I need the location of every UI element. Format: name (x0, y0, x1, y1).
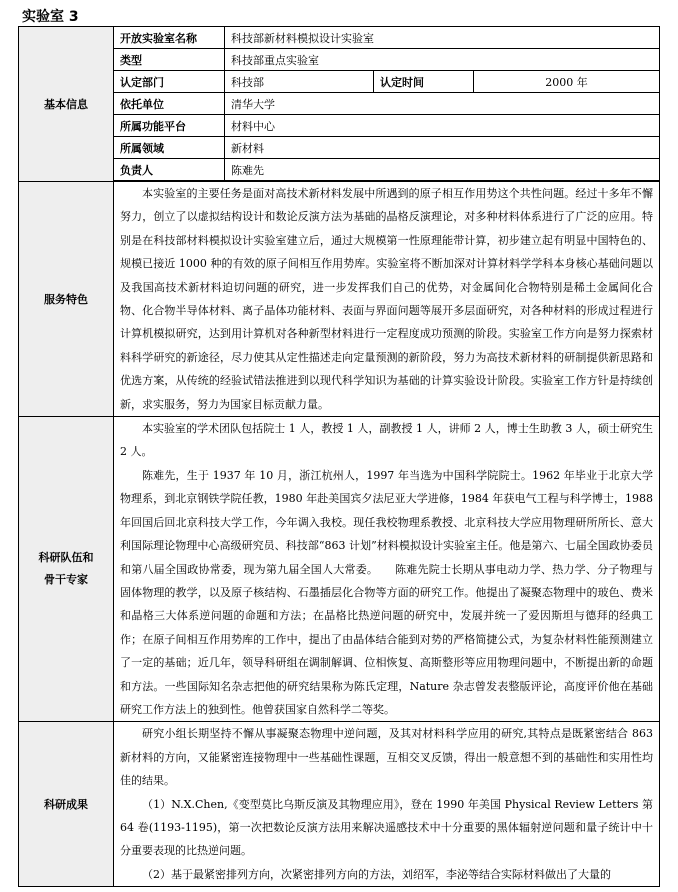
section-service: 服务特色 (19, 182, 114, 417)
head-value: 陈难先 (225, 159, 660, 181)
field-value: 新材料 (225, 137, 660, 159)
head-label: 负责人 (114, 159, 225, 181)
team-paragraph-1: 本实验室的学术团队包括院士 1 人，教授 1 人，副教授 1 人，讲师 2 人，博士生助教 3 人，硕士研究生 2 人。 (120, 422, 653, 459)
host-value: 清华大学 (225, 93, 660, 115)
field-label: 所属领域 (114, 137, 225, 159)
lab-name-label: 开放实验室名称 (114, 27, 225, 49)
team-paragraph-2: 陈难先，生于 1937 年 10 月，浙江杭州人，1997 年当选为中国科学院院士。1962 年毕业于北京大学物理系，到北京钢铁学院任教，1980 年赴美国宾夕法尼亚大学进修，1984 年获电气工程与科学博士，1988 年回国后回北京科技大学工作，今年调入我校。现任我校物理系教授、北京科技大学应用物理研所所长、意大利国际理论物理中心高级研究员、科技部“863 计划”材料模拟设计实验室主任。他是第六、七届全国政协委员和第八届全国政协常委，现为第九届全国人大常委。 陈难先院士长期从事电动力学、热力学、分子物理与固体物理的教学，以及原子核结构、石墨插层化合物等方面的研究工作。他提出了凝聚态物理中的玻色、费米和晶格三大体系逆问题的命题和方法；在晶格比热逆问题的研究中，发展并统一了爱因斯坦与德拜的经典工作；在原子间相互作用势库的工作中，提出了由晶体结合能到对势的严格简捷公式，为复杂材料性能预测建立了一定的基础；近几年，领导科研组在调制解调、位相恢复、高斯整形等应用物理问题中，不断提出新的命题和方法。一些国际知名杂志把他的研究结果称为陈氏定理，Nature 杂志曾发表整版评论，高度评价他在基础研究工作方法上的独到性。他曾获国家自然科学二等奖。 (120, 468, 653, 716)
time-value: 2000 年 (474, 71, 660, 93)
host-label: 依托单位 (114, 93, 225, 115)
type-label: 类型 (114, 49, 225, 71)
section-team: 科研队伍和 骨干专家 (19, 417, 114, 722)
lab-name-value: 科技部新材料模拟设计实验室 (225, 27, 660, 49)
platform-label: 所属功能平台 (114, 115, 225, 137)
service-paragraph: 本实验室的主要任务是面对高技术新材料发展中所遇到的原子相互作用势这个共性问题。经过十多年不懈努力，创立了以虚拟结构设计和数论反演方法为基础的晶格反演理论，对多种材料体系进行了广泛的应用。特别是在科技部材料模拟设计实验室建立后，通过大规模第一性原理能带计算，初步建立起有明显中国特色的、规模已接近 1000 种的有效的原子间相互作用势库。实验室将不断加深对计算材料学学科本身核心基础问题以及我国高技术新材料迫切问题的研究，进一步发挥我们自己的优势，对金属间化合物特别是稀土金属间化合物、化合物半导体材料、离子晶体功能材料、表面与界面问题等展开多层面研究，对各种材料的形成过程进行计算机模拟研究，达到用计算机对各种新型材料进行一定程度成功预测的阶段。实验室工作方向是努力探索材料科学研究的新途径，尽力使其从定性描述走向定量预测的新阶段，努力为高技术新材料的研制提供新思路和优选方案，从传统的经验试错法推进到以现代科学知识为基础的计算实验设计阶段。实验室工作方针是持续创新，求实服务，努力为国家目标贡献力量。 (120, 187, 653, 411)
results-paragraph-3: （2）基于最紧密排列方向，次紧密排列方向的方法，刘绍军，李泌等结合实际材料做出了大量的 (142, 867, 611, 881)
section-results: 科研成果 (19, 722, 114, 887)
time-label: 认定时间 (374, 71, 474, 93)
type-value: 科技部重点实验室 (225, 49, 660, 71)
lab-info-table (18, 26, 660, 887)
dept-value: 科技部 (225, 71, 374, 93)
page-title: 实验室 3 (22, 9, 79, 25)
dept-label: 认定部门 (114, 71, 225, 93)
results-paragraph-2: （1）N.X.Chen,《变型莫比乌斯反演及其物理应用》，登在 1990 年美国 Physical Review Letters 第 64 卷(1193-1195)，第一次把数论反演方法用来解决遥感技术中十分重要的黑体辐射逆问题和量子统计中十分重要表现的比热逆问题。 (120, 797, 653, 858)
section-basic-info: 基本信息 (19, 27, 114, 182)
results-paragraph-1: 研究小组长期坚持不懈从事凝聚态物理中逆问题，及其对材料科学应用的研究,其特点是既紧密结合 863 新材料的方向，又能紧密连接物理中一些基础性课题，互相交叉反馈，得出一般意想不到的基础性和实用性均佳的结果。 (120, 727, 653, 788)
platform-value: 材料中心 (225, 115, 660, 137)
